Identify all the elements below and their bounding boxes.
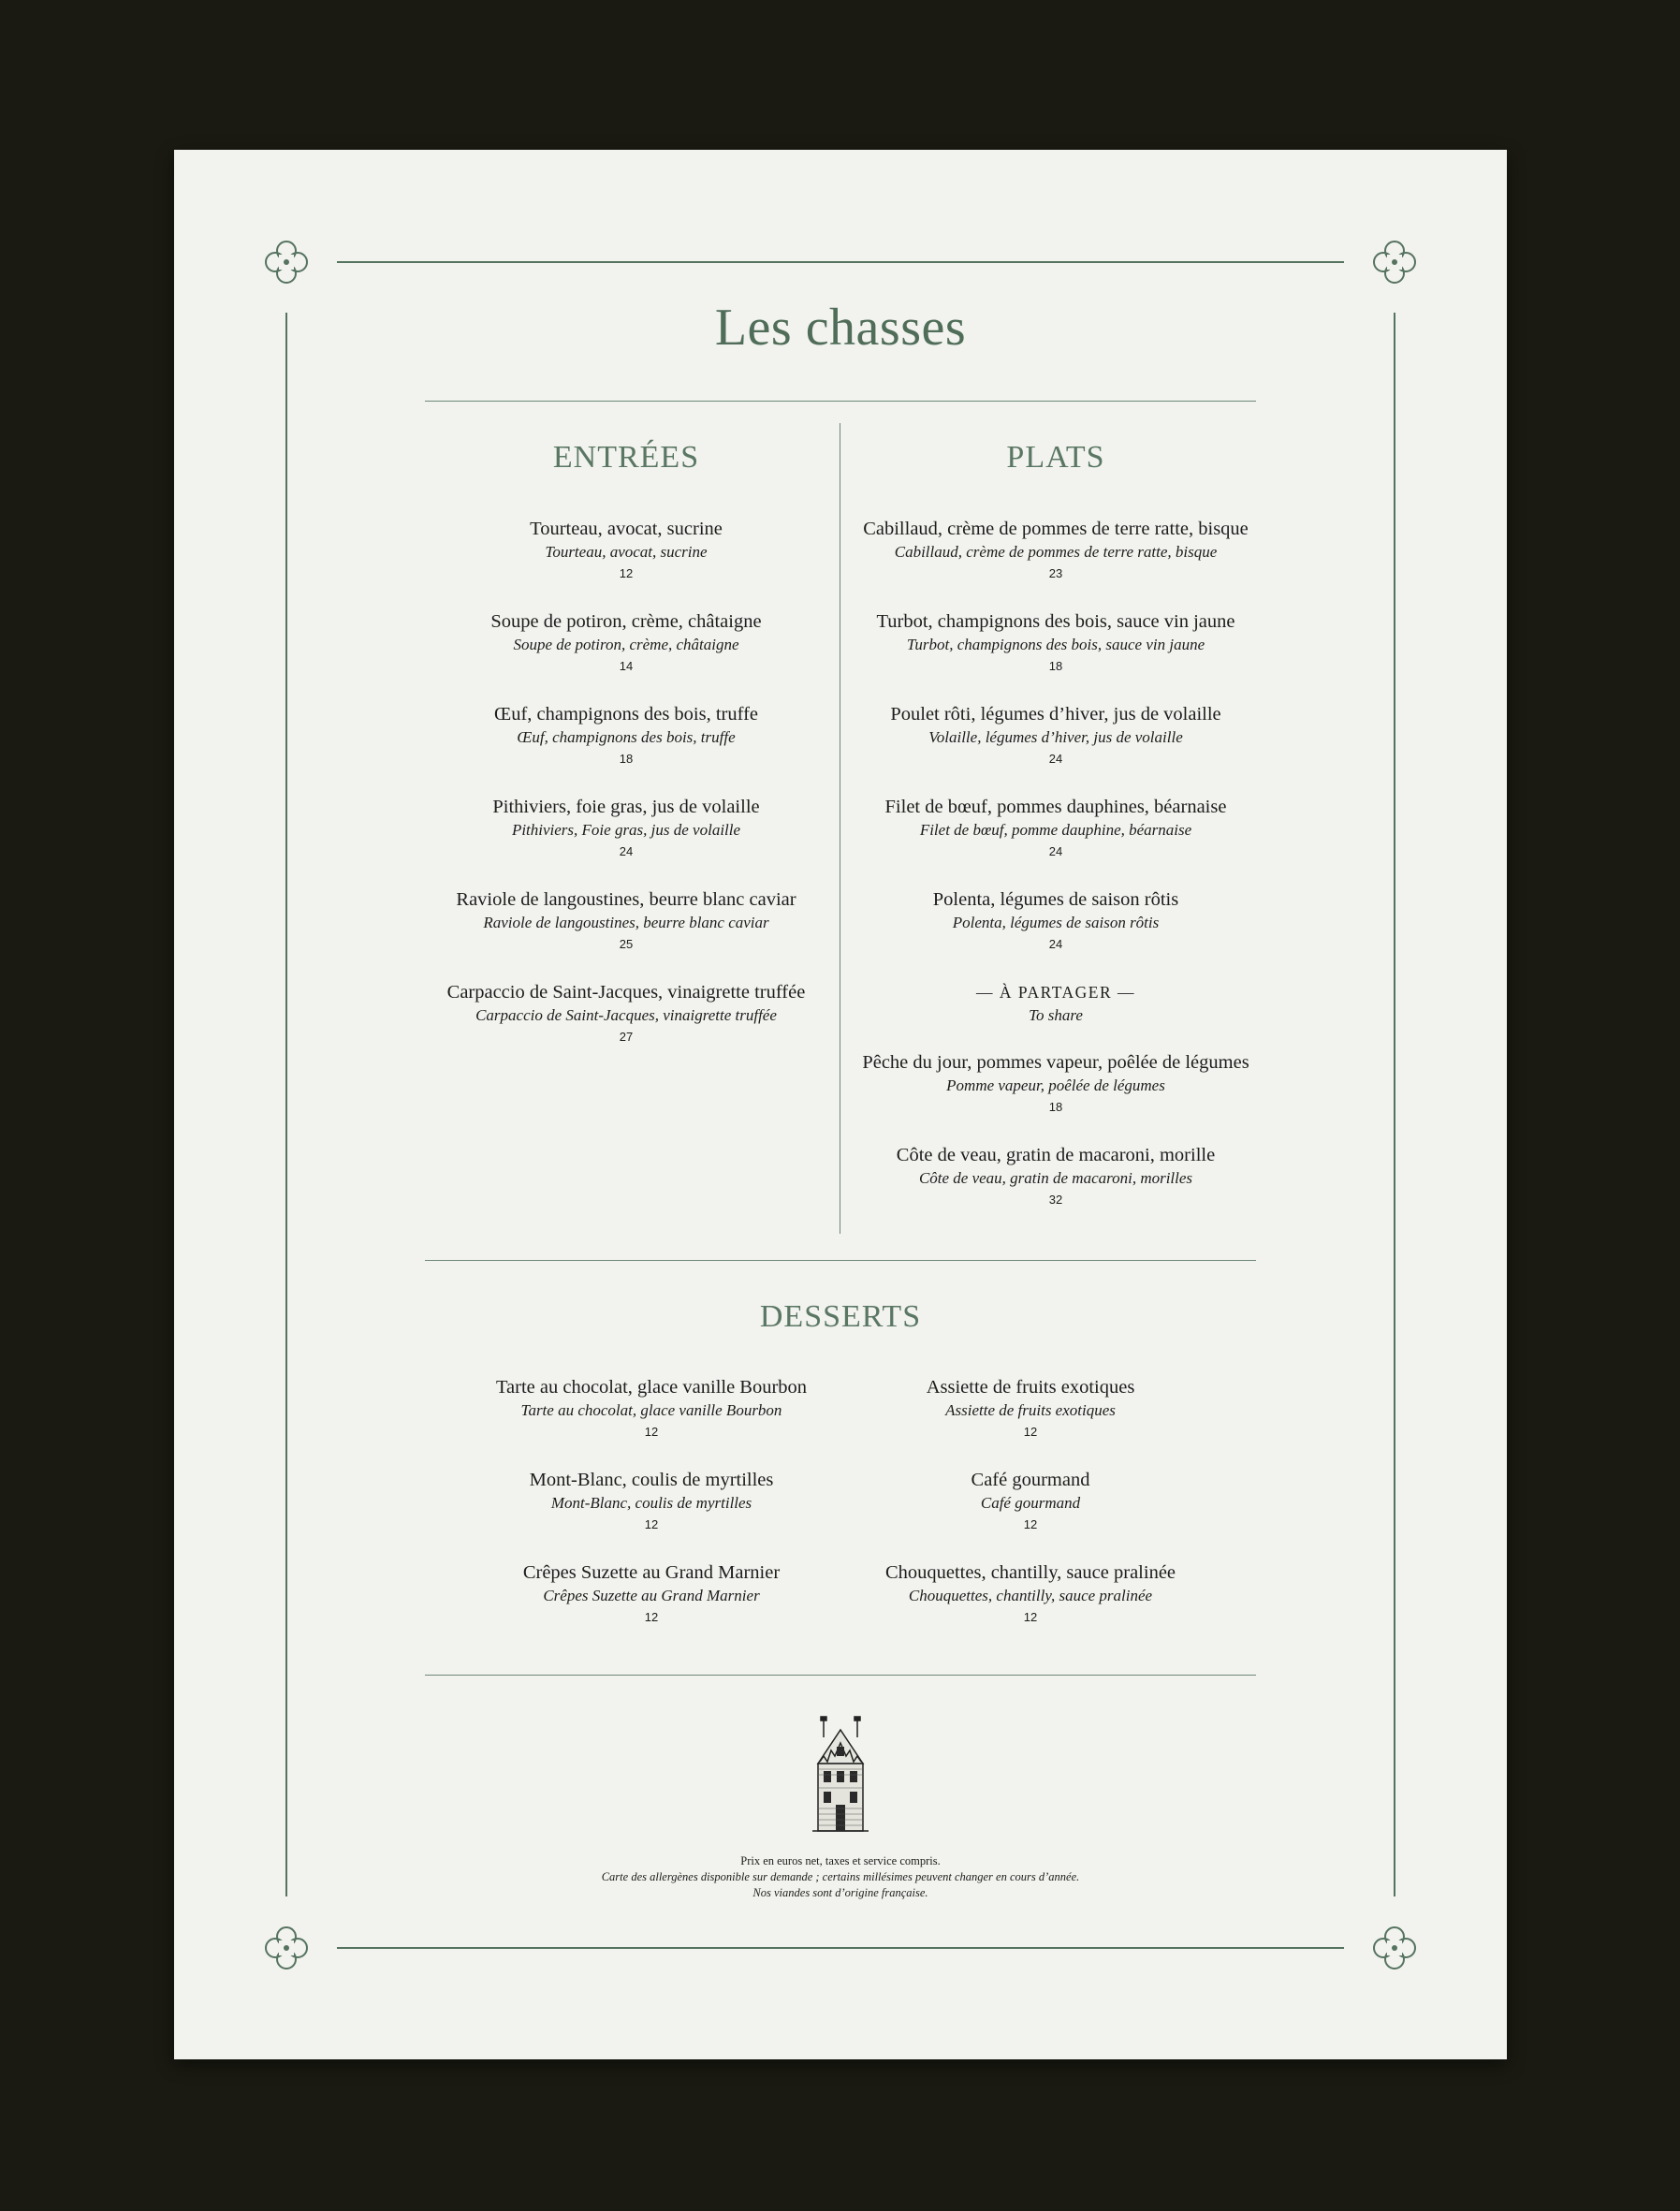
- footer-divider: [425, 1675, 1256, 1676]
- dish-name: Chouquettes, chantilly, sauce pralinée: [884, 1562, 1176, 1583]
- dish-name: Pithiviers, foie gras, jus de volaille: [492, 797, 760, 817]
- entrees-heading: ENTRÉES: [552, 440, 700, 475]
- plats-heading: PLATS: [1006, 440, 1105, 475]
- dish-price: 27: [619, 1030, 634, 1044]
- house-illustration-icon: [811, 1715, 870, 1835]
- list-item: [853, 1560, 1208, 1653]
- list-item: [425, 609, 827, 702]
- dish-description: Volaille, légumes d’hiver, jus de volaille: [928, 728, 1183, 746]
- list-item: [455, 1468, 848, 1560]
- footer-line-prices: Prix en euros net, taxes et service compris.: [740, 1854, 941, 1867]
- dish-name: Pêche du jour, pommes vapeur, poêlée de légumes: [862, 1052, 1249, 1073]
- dish-price: 12: [1023, 1517, 1038, 1531]
- list-item: [850, 702, 1262, 795]
- dish-name: Turbot, champignons des bois, sauce vin jaune: [876, 611, 1235, 632]
- list-item: [850, 887, 1262, 980]
- footer-line-origin: Nos viandes sont d’origine française.: [752, 1886, 928, 1899]
- frame-top-line: [337, 261, 1344, 263]
- dish-name: Assiette de fruits exotiques: [926, 1377, 1135, 1398]
- dish-description: Crêpes Suzette au Grand Marnier: [543, 1587, 760, 1604]
- dish-description: Soupe de potiron, crème, châtaigne: [513, 636, 739, 653]
- footer-line-allergens: Carte des allergènes disponible sur demande ; certains millésimes peuvent changer en cours d’année.: [601, 1870, 1080, 1883]
- dish-price: 24: [1048, 844, 1063, 858]
- desserts-divider-top: [425, 1260, 1256, 1261]
- dish-name: Soupe de potiron, crème, châtaigne: [490, 611, 762, 632]
- list-item: [850, 609, 1262, 702]
- dish-description: Tourteau, avocat, sucrine: [545, 543, 708, 561]
- frame-right-line: [1394, 313, 1395, 1896]
- title-divider: [425, 401, 1256, 402]
- dish-price: 18: [619, 752, 634, 766]
- dish-name: Tourteau, avocat, sucrine: [530, 519, 723, 539]
- dish-price: 14: [619, 659, 634, 673]
- list-item: [853, 1468, 1208, 1560]
- page-title: Les chasses: [714, 299, 967, 357]
- dish-price: 32: [1048, 1193, 1063, 1207]
- menu-card: [174, 150, 1507, 2059]
- dish-description: Mont-Blanc, coulis de myrtilles: [550, 1494, 752, 1512]
- dish-description: Chouquettes, chantilly, sauce pralinée: [908, 1587, 1153, 1604]
- dish-description: Filet de bœuf, pomme dauphine, béarnaise: [919, 821, 1192, 839]
- list-item: [850, 1143, 1262, 1236]
- dish-name: Tarte au chocolat, glace vanille Bourbon: [495, 1377, 808, 1398]
- frame-left-line: [285, 313, 287, 1896]
- footer-note: [174, 1853, 1507, 1901]
- dish-name: Poulet rôti, légumes d’hiver, jus de volaille: [890, 704, 1221, 725]
- dish-description: Assiette de fruits exotiques: [945, 1401, 1116, 1419]
- dish-price: 12: [619, 566, 634, 580]
- dish-description: Côte de veau, gratin de macaroni, morilles: [918, 1169, 1193, 1187]
- dish-description: Œuf, champignons des bois, truffe: [517, 728, 736, 746]
- share-section: [850, 980, 1262, 1050]
- dish-price: 23: [1048, 566, 1063, 580]
- dish-description: Café gourmand: [980, 1494, 1081, 1512]
- list-item: [425, 517, 827, 609]
- dish-name: Filet de bœuf, pommes dauphines, béarnaise: [884, 797, 1227, 817]
- dish-price: 12: [1023, 1610, 1038, 1624]
- list-item: [425, 980, 827, 1073]
- quatrefoil-ornament-icon: [260, 1922, 313, 1974]
- dish-description: Tarte au chocolat, glace vanille Bourbon: [520, 1401, 782, 1419]
- entrees-list: [425, 517, 827, 1073]
- dish-name: Polenta, légumes de saison rôtis: [932, 889, 1179, 910]
- dish-description: Carpaccio de Saint-Jacques, vinaigrette truffée: [475, 1006, 777, 1024]
- dish-price: 12: [644, 1610, 659, 1624]
- dish-name: Mont-Blanc, coulis de myrtilles: [529, 1470, 774, 1490]
- dish-price: 12: [644, 1425, 659, 1439]
- dish-description: Cabillaud, crème de pommes de terre ratte, bisque: [894, 543, 1218, 561]
- dish-description: Pithiviers, Foie gras, jus de volaille: [511, 821, 741, 839]
- list-item: [425, 887, 827, 980]
- desserts-heading: DESSERTS: [759, 1299, 922, 1334]
- plats-list: [850, 517, 1262, 1236]
- quatrefoil-ornament-icon: [260, 236, 313, 288]
- dish-description: Turbot, champignons des bois, sauce vin jaune: [906, 636, 1205, 653]
- dish-price: 12: [1023, 1425, 1038, 1439]
- list-item: [455, 1375, 848, 1468]
- desserts-left-list: [455, 1375, 848, 1653]
- dish-name: Côte de veau, gratin de macaroni, morille: [896, 1145, 1216, 1165]
- dish-description: Polenta, légumes de saison rôtis: [952, 914, 1160, 931]
- list-item: [455, 1560, 848, 1653]
- frame-bottom-line: [337, 1947, 1344, 1949]
- dish-description: Raviole de langoustines, beurre blanc caviar: [483, 914, 769, 931]
- desserts-right-list: [853, 1375, 1208, 1653]
- dish-name: Crêpes Suzette au Grand Marnier: [522, 1562, 781, 1583]
- dish-price: 24: [1048, 752, 1063, 766]
- dish-price: 12: [644, 1517, 659, 1531]
- list-item: [425, 702, 827, 795]
- dish-price: 24: [619, 844, 634, 858]
- list-item: [850, 1050, 1262, 1143]
- dish-name: Raviole de langoustines, beurre blanc caviar: [456, 889, 796, 910]
- dish-price: 24: [1048, 937, 1063, 951]
- dish-name: Œuf, champignons des bois, truffe: [493, 704, 759, 725]
- quatrefoil-ornament-icon: [1368, 236, 1421, 288]
- list-item: [850, 795, 1262, 887]
- list-item: [853, 1375, 1208, 1468]
- dish-name: Carpaccio de Saint-Jacques, vinaigrette truffée: [446, 982, 806, 1003]
- list-item: [425, 795, 827, 887]
- share-heading: — À PARTAGER —: [975, 983, 1136, 1002]
- dish-price: 25: [619, 937, 634, 951]
- quatrefoil-ornament-icon: [1368, 1922, 1421, 1974]
- list-item: [850, 517, 1262, 609]
- dish-name: Cabillaud, crème de pommes de terre ratte, bisque: [863, 519, 1249, 539]
- dish-price: 18: [1048, 659, 1063, 673]
- dish-price: 18: [1048, 1100, 1063, 1114]
- share-subheading: To share: [1029, 1006, 1083, 1024]
- dish-description: Pomme vapeur, poêlée de légumes: [946, 1076, 1165, 1094]
- dish-name: Café gourmand: [971, 1470, 1090, 1490]
